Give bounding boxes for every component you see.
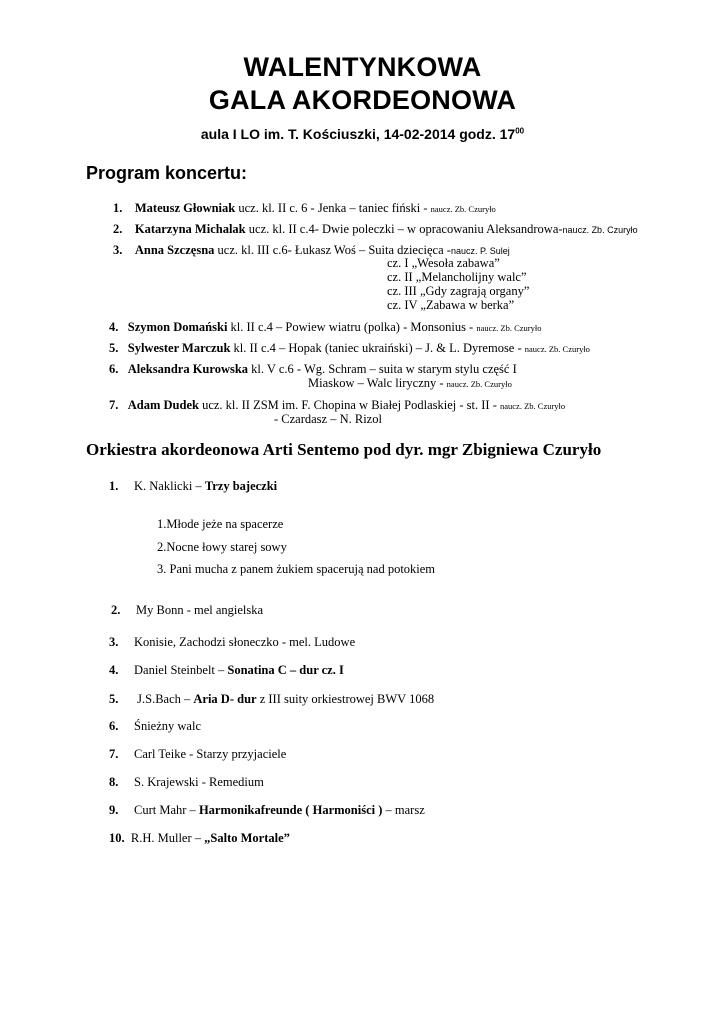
program-item-2 xyxy=(113,222,638,237)
teacher: naucz. Zb. Czuryło xyxy=(430,204,496,214)
item-text-post: – marsz xyxy=(382,803,425,817)
orchestra-subitem-2: 2.Nocne łowy starej sowy xyxy=(157,540,287,554)
item-text: Curt Mahr – xyxy=(134,803,199,817)
performer-name: Szymon Domański xyxy=(127,320,228,334)
item-number: 5. xyxy=(109,341,119,355)
title-line-2: GALA AKORDEONOWA xyxy=(208,85,517,115)
orchestra-item-5 xyxy=(109,692,434,707)
orchestra-heading: Orkiestra akordeonowa Arti Sentemo pod dyr. mgr Zbigniewa Czuryło xyxy=(86,440,602,459)
item-text: ucz. kl. III c.6- Łukasz Woś – Suita dziecięca - xyxy=(214,243,451,257)
item-number: 2. xyxy=(111,603,121,617)
orchestra-item-3 xyxy=(109,635,355,650)
item-bold: „Salto Mortale” xyxy=(204,831,290,845)
teacher: naucz. Zb. Czuryło xyxy=(446,379,512,389)
item-number: 3. xyxy=(113,243,123,257)
orchestra-subitem-3: 3. Pani mucha z panem żukiem spacerują nad potokiem xyxy=(157,562,436,576)
item-number: 7. xyxy=(109,747,119,761)
item-text: Daniel Steinbelt – xyxy=(134,663,228,677)
subtitle-sup: 00 xyxy=(515,126,525,136)
item-text: J.S.Bach – xyxy=(134,692,194,706)
item-text-post: z III suity orkiestrowej BWV 1068 xyxy=(256,692,435,706)
orchestra-item-9 xyxy=(109,803,425,818)
performer-name: Sylwester Marczuk xyxy=(127,341,231,355)
item-text: R.H. Muller – xyxy=(130,831,205,845)
item-text: Konisie, Zachodzi słoneczko - mel. Ludowe xyxy=(134,635,356,649)
suite-part-2: cz. II „Melancholijny walc” xyxy=(387,270,527,284)
orchestra-item-7 xyxy=(109,747,286,762)
program-item-5 xyxy=(109,341,590,356)
program-item-1 xyxy=(113,201,496,216)
orchestra-subitem-1: 1.Młode jeże na spacerze xyxy=(157,517,284,531)
item-number: 4. xyxy=(109,320,119,334)
item-bold: Trzy bajeczki xyxy=(204,479,278,493)
item-text: Carl Teike - Starzy przyjaciele xyxy=(134,747,287,761)
performer-name: Aleksandra Kurowska xyxy=(127,362,249,376)
item-text-line2: Miaskow – Walc liryczny - xyxy=(308,376,447,390)
orchestra-item-4 xyxy=(109,663,344,678)
orchestra-item-2 xyxy=(111,603,263,618)
orchestra-item-8 xyxy=(109,775,264,790)
item-text: K. Naklicki – xyxy=(134,479,205,493)
teacher: naucz. Zb. Czuryło xyxy=(524,344,590,354)
item-bold: Harmonikafreunde ( Harmoniści ) xyxy=(198,803,383,817)
program-item-7 xyxy=(109,398,565,413)
item-number: 9. xyxy=(109,803,119,817)
teacher: naucz. Zb. Czuryło xyxy=(500,401,566,411)
orchestra-item-1 xyxy=(109,479,277,494)
program-item-6-line-2 xyxy=(308,376,512,391)
subtitle-main: aula I LO im. T. Kościuszki, 14-02-2014 godz. 17 xyxy=(200,126,516,142)
orchestra-item-10 xyxy=(109,831,290,846)
program-item-4 xyxy=(109,320,542,335)
program-item-6 xyxy=(109,362,517,377)
item-number: 8. xyxy=(109,775,119,789)
item-number: 1. xyxy=(109,479,119,493)
program-heading: Program koncertu: xyxy=(86,163,248,183)
item-text: ucz. kl. II c.4- Dwie poleczki – w opracowaniu Aleksandrowa- xyxy=(245,222,563,236)
teacher: naucz. Zb. Czuryło xyxy=(562,225,638,235)
item-number: 3. xyxy=(109,635,119,649)
performer-name: Anna Szczęsna xyxy=(134,243,215,257)
item-text: kl. II c.4 – Powiew wiatru (polka) - Monsonius - xyxy=(227,320,477,334)
item-text: ucz. kl. II c. 6 - Jenka – taniec fiński - xyxy=(235,201,431,215)
item-text: S. Krajewski - Remedium xyxy=(134,775,264,789)
teacher: naucz. P. Sulej xyxy=(450,246,510,256)
item-number: 1. xyxy=(113,201,123,215)
suite-part-3: cz. III „Gdy zagrają organy” xyxy=(387,284,530,298)
orchestra-item-6 xyxy=(109,719,201,734)
performer-name: Katarzyna Michalak xyxy=(134,222,246,236)
performer-name: Adam Dudek xyxy=(127,398,199,412)
teacher: naucz. Zb. Czuryło xyxy=(476,323,542,333)
item-number: 4. xyxy=(109,663,119,677)
item-text: ucz. kl. II ZSM im. F. Chopina w Białej Podlaskiej - st. II - xyxy=(198,398,501,412)
item-bold: Sonatina C – dur cz. I xyxy=(227,663,344,677)
item-text: kl. V c.6 - Wg. Schram – suita w starym stylu część I xyxy=(248,362,517,376)
subtitle xyxy=(0,126,725,142)
item-number: 2. xyxy=(113,222,123,236)
item-bold: Aria D- dur xyxy=(193,692,257,706)
item-number: 5. xyxy=(109,692,119,706)
item-text: Śnieżny walc xyxy=(134,719,201,733)
suite-part-1: cz. I „Wesoła zabawa” xyxy=(387,256,500,270)
item-text: My Bonn - mel angielska xyxy=(136,603,264,617)
program-item-7-line-2: - Czardasz – N. Rizol xyxy=(274,412,382,426)
title-line-1: WALENTYNKOWA xyxy=(243,52,482,82)
item-number: 6. xyxy=(109,362,119,376)
item-number: 7. xyxy=(109,398,119,412)
item-number: 6. xyxy=(109,719,119,733)
suite-part-4: cz. IV „Zabawa w berka” xyxy=(387,298,515,312)
performer-name: Mateusz Głowniak xyxy=(134,201,236,215)
item-text: kl. II c.4 – Hopak (taniec ukraiński) – J. & L. Dyremose - xyxy=(230,341,525,355)
item-number: 10. xyxy=(109,831,125,845)
